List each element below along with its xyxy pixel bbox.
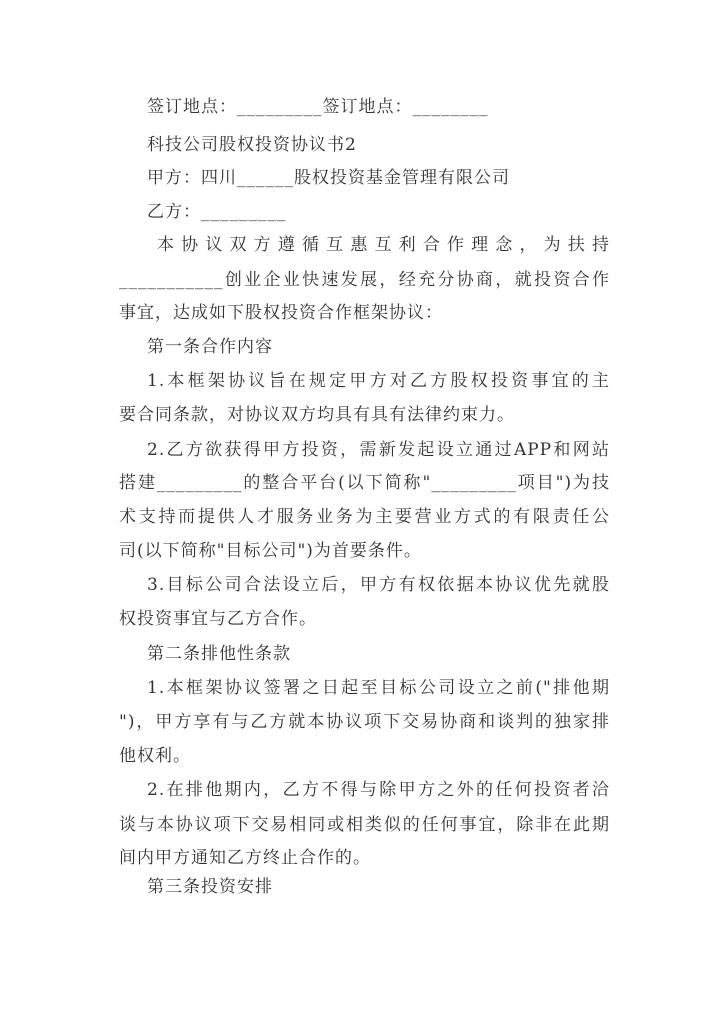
text-line: ___________创业企业快速发展，经充分协商，就投资合作 <box>119 270 610 290</box>
text-line: 术支持而提供人才服务业务为主要营业方式的有限责任公 <box>119 507 610 527</box>
section-1-heading: 第一条合作内容 <box>147 337 273 357</box>
text-line: 他权利。 <box>119 746 191 766</box>
text-line: 权投资事宜与乙方合作。 <box>119 609 317 629</box>
party-a: 甲方：四川______股权投资基金管理有限公司 <box>147 168 510 188</box>
text-line: ")，甲方享有与乙方就本协议项下交易协商和谈判的独家排 <box>119 712 610 732</box>
text-line: 要合同条款，对协议双方均具有具有法律约束力。 <box>119 405 515 425</box>
text-line: 2.乙方欲获得甲方投资，需新发起设立通过APP和网站 <box>147 440 610 460</box>
text-line: 间内甲方通知乙方终止合作的。 <box>119 848 371 868</box>
text-line: 3.目标公司合法设立后，甲方有权依据本协议优先就股 <box>147 575 610 595</box>
text-line: 1.本框架协议签署之日起至目标公司设立之前("排他期 <box>147 678 610 698</box>
text-line: 签订地点：_________签订地点：________ <box>147 97 489 117</box>
text-line: 1.本框架协议旨在规定甲方对乙方股权投资事宜的主 <box>147 371 610 391</box>
text-line: 本协议双方遵循互惠互利合作理念，为扶持 <box>157 235 610 255</box>
text-line: 事宜，达成如下股权投资合作框架协议： <box>119 303 443 323</box>
text-line: 谈与本协议项下交易相同或相类似的任何事宜，除非在此期 <box>119 815 610 835</box>
text-line: 2.在排他期内，乙方不得与除甲方之外的任何投资者洽 <box>147 780 610 800</box>
document-title: 科技公司股权投资协议书2 <box>147 135 357 155</box>
party-b: 乙方：_________ <box>147 202 287 222</box>
text-line: 搭建_________的整合平台(以下简称"_________项目")为技 <box>119 473 610 493</box>
section-3-heading: 第三条投资安排 <box>147 877 273 897</box>
section-2-heading: 第二条排他性条款 <box>147 644 291 664</box>
text-line: 司(以下简称"目标公司")为首要条件。 <box>119 541 422 561</box>
